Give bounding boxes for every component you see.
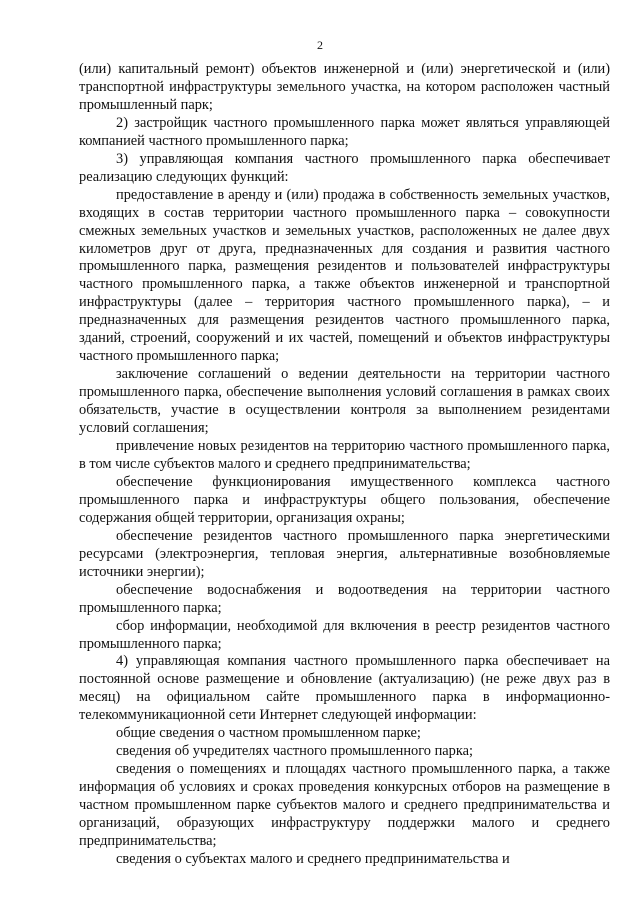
paragraph-3: 3) управляющая компания частного промышленного парка обеспечивает реализацию следующих функций: xyxy=(79,150,610,185)
paragraph-13: сведения об учредителях частного промышленного парка; xyxy=(116,743,474,760)
paragraph-15: сведения о субъектах малого и среднего предпринимательства и xyxy=(116,850,510,867)
document-body xyxy=(79,61,610,869)
paragraph-2: 2) застройщик частного промышленного парка может являться управляющей компанией частного промышленного парка; xyxy=(79,114,610,149)
paragraph-6: привлечение новых резидентов на территорию частного промышленного парка, в том числе субъектов малого и среднего предпринимательства; xyxy=(79,438,610,472)
paragraph-7: обеспечение функционирования имущественного комплекса частного промышленного парка и инфраструктуры общего пользования, обеспечение содержания общей территории, организация охраны; xyxy=(79,473,610,526)
page-number: 2 xyxy=(317,38,323,52)
paragraph-4: предоставление в аренду и (или) продажа в собственность земельных участков, входящих в состав территории частного промышленного парка – совокупности смежных земельных участков и земельных участков, расположенных не далее двух километров друг от друга, предназначенных для создания и развития частного промышленного парка, размещения резидентов и пользователей инфраструктуры частного промышленного парка, а также объектов инженерной и транспортной инфраструктуры (далее – территория частного промышленного парка), – и предназначенных для размещения резидентов частного промышленного парка, зданий, строений, сооружений и их частей, помещений и объектов инфраструктуры частного промышленного парка; xyxy=(79,186,610,365)
paragraph-1: (или) капитальный ремонт) объектов инженерной и (или) энергетической и (или) транспортной инфраструктуры земельного участка, на котором расположен частный промышленный парк; xyxy=(79,61,610,113)
paragraph-14: сведения о помещениях и площадях частного промышленного парка, а также информация об условиях и сроках проведения конкурсных отборов на размещение в частном промышленном парке субъектов малого и среднего предпринимательства и организаций, образующих инфраструктуру поддержки малого и среднего предпринимательства; xyxy=(79,761,610,849)
paragraph-5: заключение соглашений о ведении деятельности на территории частного промышленного парка, обеспечение выполнения условий соглашения в рамках своих обязательств, участие в осуществлении контроля за выполнением резидентами условий соглашения; xyxy=(79,366,610,437)
paragraph-9: обеспечение водоснабжения и водоотведения на территории частного промышленного парка; xyxy=(79,581,610,616)
paragraph-8: обеспечение резидентов частного промышленного парка энергетическими ресурсами (электроэнергия, тепловая энергия, альтернативные возобновляемые источники энергии); xyxy=(79,527,610,580)
paragraph-10: сбор информации, необходимой для включения в реестр резидентов частного промышленного парка; xyxy=(79,617,610,652)
paragraph-12: общие сведения о частном промышленном парке; xyxy=(116,725,421,742)
paragraph-11: 4) управляющая компания частного промышленного парка обеспечивает на постоянной основе размещение и обновление (актуализацию) (не реже двух раз в месяц) на официальном сайте промышленного парка в информационно-телекоммуникационной сети Интернет следующей информации: xyxy=(79,653,610,724)
